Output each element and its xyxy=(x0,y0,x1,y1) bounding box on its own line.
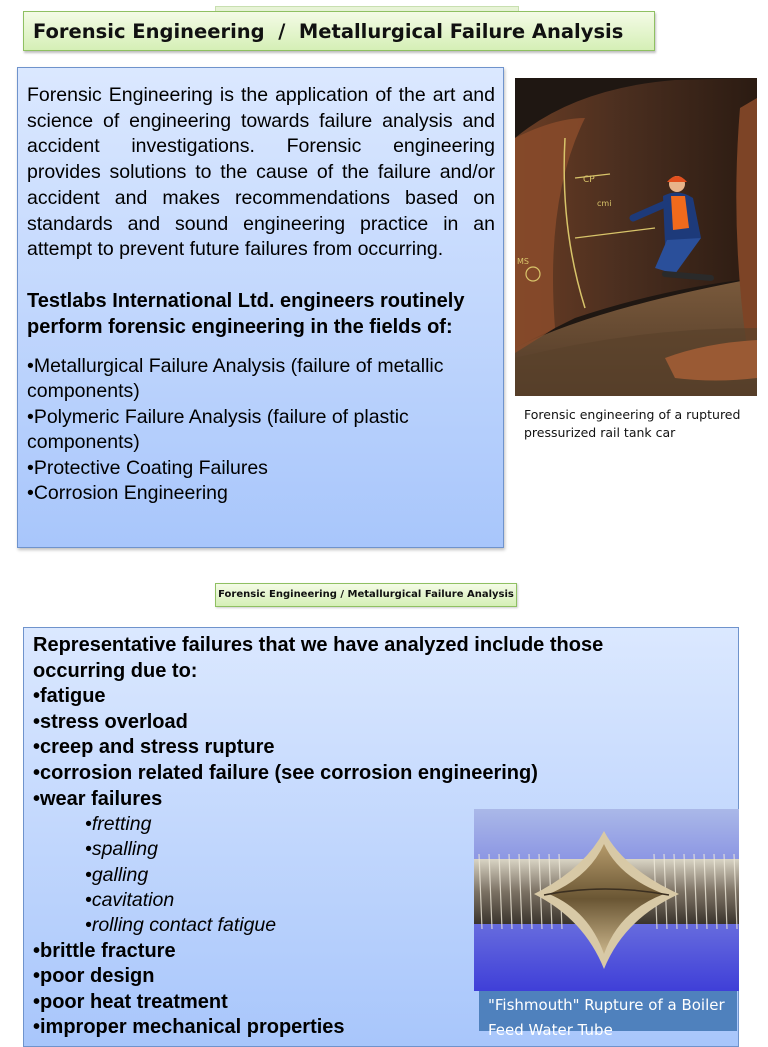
list-item: •galling xyxy=(85,863,149,886)
list-item: •corrosion related failure (see corrosion engineering) xyxy=(33,761,538,784)
list-item: •Protective Coating Failures xyxy=(27,456,268,479)
page-title: Forensic Engineering / Metallurgical Failure Analysis xyxy=(33,20,624,43)
list-item: •Metallurgical Failure Analysis (failure of metallic components) xyxy=(27,354,444,403)
tank-marking: cmi xyxy=(597,199,612,208)
list-item: •fatigue xyxy=(33,685,106,708)
tank-marking: MS xyxy=(517,257,529,266)
list-item: •stress overload xyxy=(33,710,188,733)
list-item: •creep and stress rupture xyxy=(33,736,275,759)
section-banner xyxy=(215,583,517,607)
list-item: •cavitation xyxy=(85,889,175,912)
fields-list xyxy=(27,354,495,507)
list-item: •rolling contact fatigue xyxy=(85,914,277,937)
failures-heading: Representative failures that we have analyzed include those occurring due to: xyxy=(33,634,604,682)
list-item: •brittle fracture xyxy=(33,939,176,962)
intro-paragraph: Forensic Engineering is the application of the art and science of engineering towards failure analysis and accident investigations. Forensic engineering provides solutions to the cause of the failure and/or accident and makes recommendations based on standards and sound engineering practice in an attempt to prevent future failures from occurring. xyxy=(27,84,495,261)
list-item: •wear failures xyxy=(33,787,163,810)
list-item: •fretting xyxy=(85,813,152,836)
list-item: •poor heat treatment xyxy=(33,990,228,1013)
fields-heading: Testlabs International Ltd. engineers routinely perform forensic engineering in the fields of: xyxy=(27,289,465,338)
tank-photo-caption: Forensic engineering of a ruptured pressurized rail tank car xyxy=(524,407,741,440)
fishmouth-rupture-photo xyxy=(474,809,739,991)
fishmouth-photo-caption: "Fishmouth" Rupture of a Boiler Feed Water Tube xyxy=(479,991,737,1031)
list-item: •improper mechanical properties xyxy=(33,1016,345,1039)
list-item: •spalling xyxy=(85,838,158,861)
intro-panel xyxy=(17,67,504,548)
page-title-banner xyxy=(23,11,655,51)
list-item: •Corrosion Engineering xyxy=(27,482,228,505)
tank-marking: CP xyxy=(583,175,595,185)
rail-tank-car-photo xyxy=(515,78,757,396)
list-item: •Polymeric Failure Analysis (failure of plastic components) xyxy=(27,405,409,454)
list-item: •poor design xyxy=(33,965,155,988)
section-banner-title: Forensic Engineering / Metallurgical Failure Analysis xyxy=(218,589,514,600)
